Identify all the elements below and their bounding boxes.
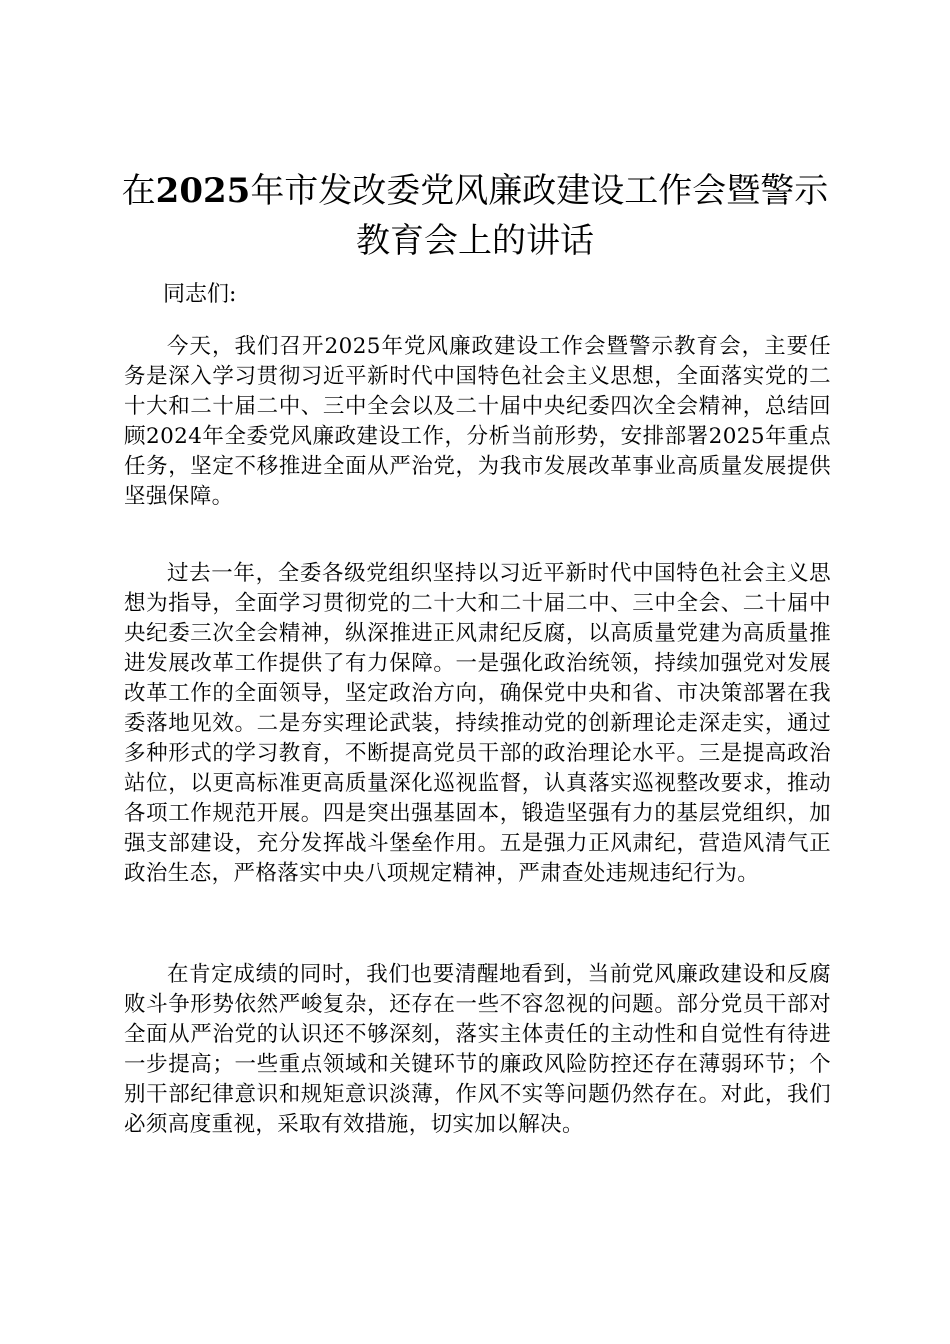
document-title [120, 166, 830, 266]
salutation: 同志们: [163, 282, 237, 307]
title-prefix: 在 [121, 171, 156, 211]
paragraph-achievements: 过去一年，全委各级党组织坚持以习近平新时代中国特色社会主义思想为指导，全面学习贯彻党的二十大和二十届二中、三中全会、二十届中央纪委三次全会精神，纵深推进正风肃纪反腐，以高质量党建为高质量推进发展改革工作提供了有力保障。一是强化政治统领，持续加强党对发展改革工作的全面领导，坚定政治方向，确保党中央和省、市决策部署在我委落地见效。二是夯实理论武装，持续推动党的创新理论走深走实，通过多种形式的学习教育，不断提高党员干部的政治理论水平。三是提高政治站位，以更高标准更高质量深化巡视监督，认真落实巡视整改要求，推动各项工作规范开展。四是突出强基固本，锻造坚强有力的基层党组织，加强支部建设，充分发挥战斗堡垒作用。五是强力正风肃纪，营造风清气正政治生态，严格落实中央八项规定精神，严肃查处违规违纪行为。 [124, 561, 831, 886]
title-year: 2025 [155, 171, 251, 211]
title-suffix: 年市发改委党风廉政建设工作会暨警示教育会上的讲话 [250, 171, 829, 261]
paragraph-problems: 在肯定成绩的同时，我们也要清醒地看到，当前党风廉政建设和反腐败斗争形势依然严峻复杂，还存在一些不容忽视的问题。部分党员干部对全面从严治党的认识还不够深刻，落实主体责任的主动性和自觉性有待进一步提高；一些重点领域和关键环节的廉政风险防控还存在薄弱环节；个别干部纪律意识和规矩意识淡薄，作风不实等问题仍然存在。对此，我们必须高度重视，采取有效措施，切实加以解决。 [124, 962, 831, 1137]
paragraph-opening: 今天，我们召开2025年党风廉政建设工作会暨警示教育会，主要任务是深入学习贯彻习近平新时代中国特色社会主义思想，全面落实党的二十大和二十届二中、三中全会以及二十届中央纪委四次全会精神，总结回顾2024年全委党风廉政建设工作，分析当前形势，安排部署2025年重点任务，坚定不移推进全面从严治党，为我市发展改革事业高质量发展提供坚强保障。 [124, 334, 831, 509]
